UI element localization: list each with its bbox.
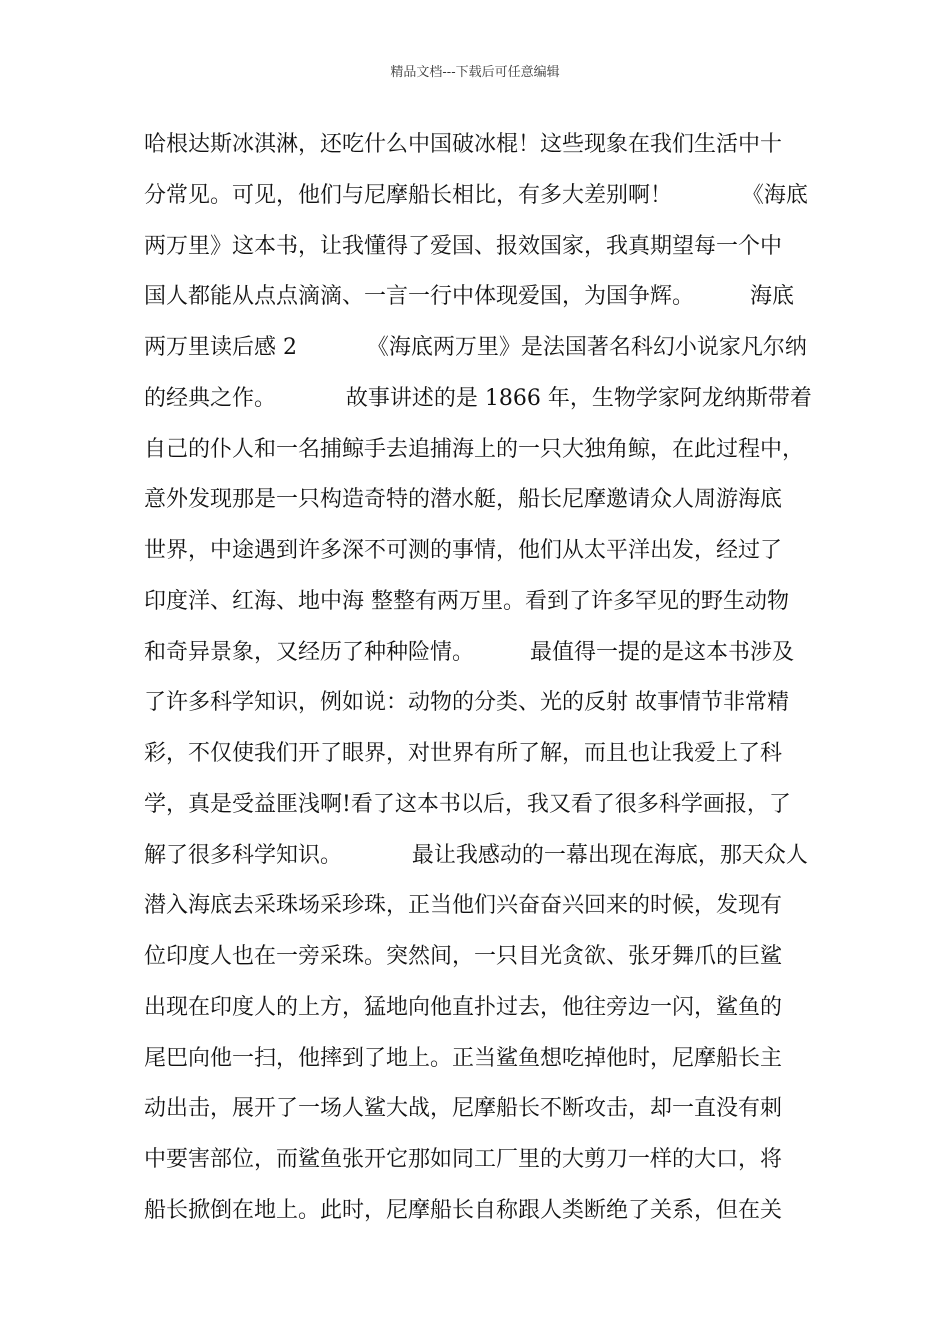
text-line: 国人都能从点点滴滴、一言一行中体现爱国，为国争辉。 海底 bbox=[144, 284, 794, 310]
text-line: 动出击，展开了一场人鲨大战，尼摩船长不断攻击，却一直没有刺 bbox=[144, 1096, 783, 1122]
text-line: 自己的仆人和一名捕鲸手去追捕海上的一只大独角鲸，在此过程中， bbox=[144, 436, 805, 462]
text-line: 船长掀倒在地上。此时，尼摩船长自称跟人类断绝了关系，但在关 bbox=[144, 1197, 783, 1223]
text-line: 中要害部位，而鲨鱼张开它那如同工厂里的大剪刀一样的大口，将 bbox=[144, 1147, 783, 1172]
text-line: 分常见。可见，他们与尼摩船长相比，有多大差别啊！ 《海底 bbox=[144, 182, 808, 208]
text-line: 位印度人也在一旁采珠。突然间，一只目光贪欲、张牙舞爪的巨鲨 bbox=[144, 944, 783, 969]
text-line: 彩，不仅使我们开了眼界，对世界有所了解，而且也让我爱上了科 bbox=[144, 741, 783, 766]
text-line: 了许多科学知识，例如说：动物的分类、光的反射 故事情节非常精 bbox=[144, 690, 789, 716]
text-line: 哈根达斯冰淇淋，还吃什么中国破冰棍！这些现象在我们生活中十 bbox=[144, 132, 783, 157]
body-text bbox=[144, 132, 824, 1249]
text-line: 解了很多科学知识。 最让我感动的一幕出现在海底，那天众人 bbox=[144, 842, 808, 868]
text-line: 意外发现那是一只构造奇特的潜水艇，船长尼摩邀请众人周游海底 bbox=[144, 487, 783, 513]
text-line: 印度洋、红海、地中海 整整有两万里。看到了许多罕见的野生动物 bbox=[144, 588, 789, 614]
text-line: 学，真是受益匪浅啊!看了这本书以后，我又看了很多科学画报，了 bbox=[144, 791, 791, 817]
text-line: 的经典之作。 故事讲述的是 1866 年，生物学家阿龙纳斯带着 bbox=[144, 385, 812, 411]
text-line: 出现在印度人的上方，猛地向他直扑过去，他往旁边一闪，鲨鱼的 bbox=[144, 994, 783, 1020]
text-line: 和奇异景象，又经历了种种险情。 最值得一提的是这本书涉及 bbox=[144, 639, 794, 665]
page-header: 精品文档---下载后可任意编辑 bbox=[390, 65, 560, 80]
text-line: 两万里读后感 2 《海底两万里》是法国著名科幻小说家凡尔纳 bbox=[144, 335, 807, 360]
text-line: 尾巴向他一扫，他摔到了地上。正当鲨鱼想吃掉他时，尼摩船长主 bbox=[144, 1045, 783, 1071]
text-line: 潜入海底去采珠场采珍珠，正当他们兴奋奋兴回来的时候，发现有 bbox=[144, 893, 783, 919]
text-line: 两万里》这本书，让我懂得了爱国、报效国家，我真期望每一个中 bbox=[144, 233, 783, 259]
text-line: 世界，中途遇到许多深不可测的事情，他们从太平洋出发，经过了 bbox=[144, 538, 783, 563]
